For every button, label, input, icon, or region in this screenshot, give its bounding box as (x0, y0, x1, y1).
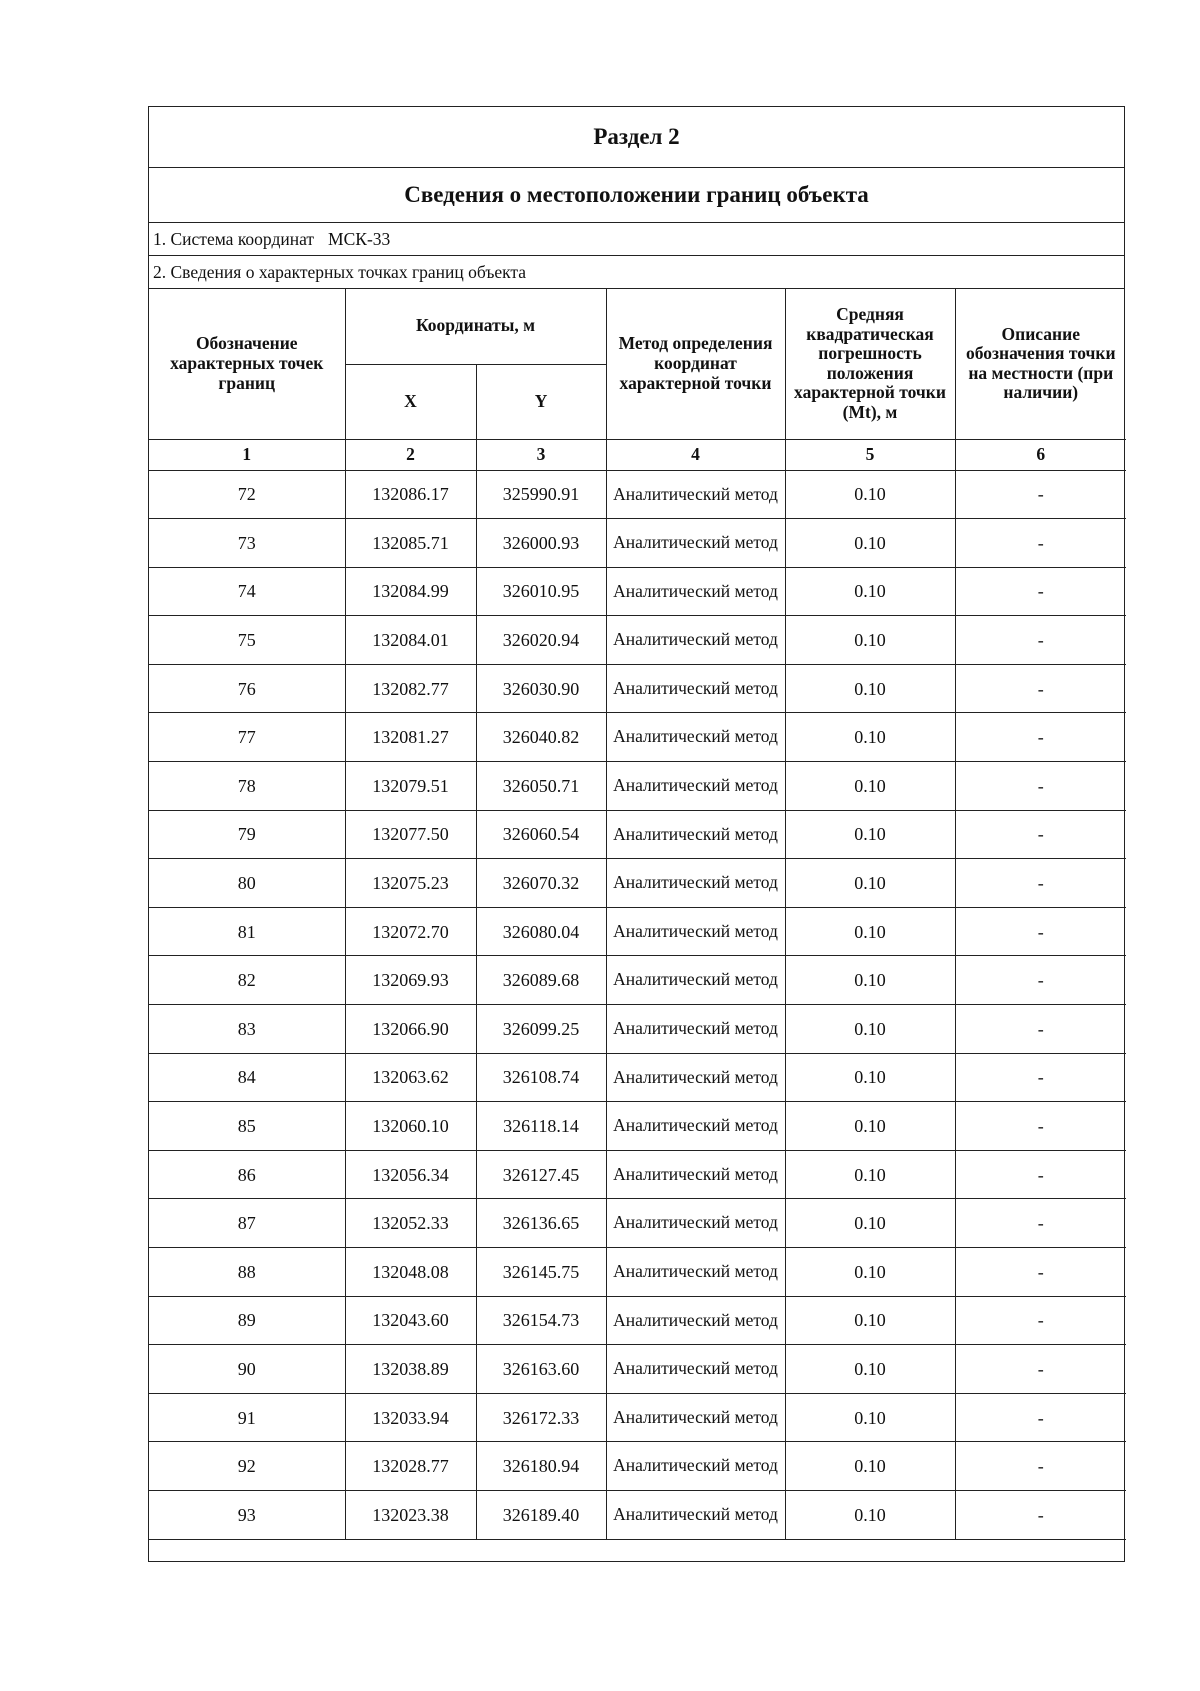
cell-x-coordinate: 132056.34 (345, 1150, 476, 1199)
table-row (149, 664, 1126, 713)
cell-method: Аналитический метод (606, 1053, 785, 1102)
cell-method: Аналитический метод (606, 616, 785, 665)
header-x: X (345, 364, 476, 439)
cell-description: - (955, 1005, 1126, 1054)
cell-mean-error: 0.10 (785, 1053, 955, 1102)
cell-point-number: 80 (149, 859, 345, 908)
cell-method: Аналитический метод (606, 762, 785, 811)
cell-y-coordinate: 326099.25 (476, 1005, 606, 1054)
cell-description: - (955, 810, 1126, 859)
cell-mean-error: 0.10 (785, 1490, 955, 1539)
cell-mean-error: 0.10 (785, 519, 955, 568)
header-description: Описание обозначения точки на местности (при наличии) (955, 289, 1126, 439)
header-y: Y (476, 364, 606, 439)
column-number: 4 (606, 439, 785, 470)
cell-point-number: 73 (149, 519, 345, 568)
cell-method: Аналитический метод (606, 1345, 785, 1394)
cell-point-number: 81 (149, 907, 345, 956)
cell-y-coordinate: 326172.33 (476, 1393, 606, 1442)
column-number: 2 (345, 439, 476, 470)
cell-mean-error: 0.10 (785, 956, 955, 1005)
cell-x-coordinate: 132084.01 (345, 616, 476, 665)
cell-x-coordinate: 132052.33 (345, 1199, 476, 1248)
table-row (149, 1442, 1126, 1491)
cell-point-number: 90 (149, 1345, 345, 1394)
cell-method: Аналитический метод (606, 1248, 785, 1297)
column-number: 5 (785, 439, 955, 470)
cell-mean-error: 0.10 (785, 470, 955, 519)
cell-x-coordinate: 132048.08 (345, 1248, 476, 1297)
column-number-row (149, 439, 1126, 470)
cell-point-number: 76 (149, 664, 345, 713)
cell-description: - (955, 1393, 1126, 1442)
table-row (149, 519, 1126, 568)
cell-mean-error: 0.10 (785, 1442, 955, 1491)
table-trailer (149, 1540, 1124, 1561)
cell-point-number: 85 (149, 1102, 345, 1151)
table-row (149, 1248, 1126, 1297)
cell-x-coordinate: 132077.50 (345, 810, 476, 859)
cell-y-coordinate: 326154.73 (476, 1296, 606, 1345)
cell-mean-error: 0.10 (785, 859, 955, 908)
cell-mean-error: 0.10 (785, 664, 955, 713)
coord-system-label: 1. Система координат (153, 228, 315, 249)
cell-method: Аналитический метод (606, 470, 785, 519)
cell-point-number: 87 (149, 1199, 345, 1248)
table-row (149, 567, 1126, 616)
section-subtitle: Сведения о местоположении границ объекта (149, 168, 1124, 223)
cell-y-coordinate: 326108.74 (476, 1053, 606, 1102)
cell-point-number: 84 (149, 1053, 345, 1102)
section-title: Раздел 2 (149, 107, 1124, 168)
cell-mean-error: 0.10 (785, 1199, 955, 1248)
cell-y-coordinate: 326000.93 (476, 519, 606, 568)
cell-point-number: 79 (149, 810, 345, 859)
cell-x-coordinate: 132086.17 (345, 470, 476, 519)
cell-y-coordinate: 326030.90 (476, 664, 606, 713)
table-row (149, 762, 1126, 811)
cell-point-number: 83 (149, 1005, 345, 1054)
cell-description: - (955, 1053, 1126, 1102)
cell-mean-error: 0.10 (785, 713, 955, 762)
cell-y-coordinate: 326060.54 (476, 810, 606, 859)
cell-point-number: 74 (149, 567, 345, 616)
table-row (149, 1490, 1126, 1539)
cell-x-coordinate: 132069.93 (345, 956, 476, 1005)
table-row (149, 616, 1126, 665)
header-point-designation: Обозначение характерных точек границ (149, 289, 345, 439)
cell-y-coordinate: 326020.94 (476, 616, 606, 665)
cell-mean-error: 0.10 (785, 1345, 955, 1394)
cell-method: Аналитический метод (606, 1490, 785, 1539)
cell-y-coordinate: 326136.65 (476, 1199, 606, 1248)
table-row (149, 713, 1126, 762)
cell-description: - (955, 1199, 1126, 1248)
cell-method: Аналитический метод (606, 664, 785, 713)
header-method: Метод определения координат характерной точки (606, 289, 785, 439)
cell-y-coordinate: 326070.32 (476, 859, 606, 908)
cell-mean-error: 0.10 (785, 1102, 955, 1151)
cell-description: - (955, 762, 1126, 811)
cell-method: Аналитический метод (606, 1005, 785, 1054)
document-sheet (148, 106, 1125, 1562)
table-row (149, 810, 1126, 859)
cell-y-coordinate: 326127.45 (476, 1150, 606, 1199)
column-number: 6 (955, 439, 1126, 470)
cell-point-number: 86 (149, 1150, 345, 1199)
cell-description: - (955, 859, 1126, 908)
cell-y-coordinate: 326010.95 (476, 567, 606, 616)
cell-y-coordinate: 326180.94 (476, 1442, 606, 1491)
cell-description: - (955, 519, 1126, 568)
cell-description: - (955, 956, 1126, 1005)
table-row (149, 859, 1126, 908)
cell-description: - (955, 907, 1126, 956)
cell-mean-error: 0.10 (785, 1393, 955, 1442)
cell-mean-error: 0.10 (785, 762, 955, 811)
cell-x-coordinate: 132028.77 (345, 1442, 476, 1491)
cell-description: - (955, 1490, 1126, 1539)
cell-method: Аналитический метод (606, 1393, 785, 1442)
cell-point-number: 78 (149, 762, 345, 811)
coord-system-value: МСК-33 (328, 228, 391, 249)
cell-method: Аналитический метод (606, 1442, 785, 1491)
cell-x-coordinate: 132082.77 (345, 664, 476, 713)
cell-description: - (955, 1102, 1126, 1151)
cell-mean-error: 0.10 (785, 1150, 955, 1199)
table-row (149, 1393, 1126, 1442)
table-row (149, 1005, 1126, 1054)
cell-point-number: 82 (149, 956, 345, 1005)
cell-description: - (955, 664, 1126, 713)
cell-y-coordinate: 325990.91 (476, 470, 606, 519)
cell-x-coordinate: 132023.38 (345, 1490, 476, 1539)
cell-method: Аналитический метод (606, 859, 785, 908)
cell-x-coordinate: 132033.94 (345, 1393, 476, 1442)
cell-mean-error: 0.10 (785, 907, 955, 956)
cell-description: - (955, 1150, 1126, 1199)
column-number: 3 (476, 439, 606, 470)
cell-method: Аналитический метод (606, 567, 785, 616)
boundary-points-table (149, 289, 1126, 1540)
cell-x-coordinate: 132060.10 (345, 1102, 476, 1151)
cell-mean-error: 0.10 (785, 567, 955, 616)
cell-y-coordinate: 326118.14 (476, 1102, 606, 1151)
cell-point-number: 75 (149, 616, 345, 665)
cell-method: Аналитический метод (606, 1150, 785, 1199)
cell-method: Аналитический метод (606, 1296, 785, 1345)
cell-mean-error: 0.10 (785, 1248, 955, 1297)
cell-x-coordinate: 132043.60 (345, 1296, 476, 1345)
cell-method: Аналитический метод (606, 956, 785, 1005)
cell-point-number: 72 (149, 470, 345, 519)
points-caption: 2. Сведения о характерных точках границ объекта (149, 256, 1124, 289)
table-row (149, 1345, 1126, 1394)
cell-method: Аналитический метод (606, 713, 785, 762)
cell-mean-error: 0.10 (785, 1005, 955, 1054)
cell-description: - (955, 616, 1126, 665)
cell-method: Аналитический метод (606, 1102, 785, 1151)
cell-point-number: 92 (149, 1442, 345, 1491)
cell-x-coordinate: 132038.89 (345, 1345, 476, 1394)
cell-description: - (955, 1248, 1126, 1297)
cell-x-coordinate: 132079.51 (345, 762, 476, 811)
cell-description: - (955, 470, 1126, 519)
header-mean-error: Средняя квадратическая погрешность положения характерной точки (Mt), м (785, 289, 955, 439)
cell-point-number: 88 (149, 1248, 345, 1297)
cell-y-coordinate: 326080.04 (476, 907, 606, 956)
table-row (149, 470, 1126, 519)
cell-mean-error: 0.10 (785, 616, 955, 665)
cell-point-number: 93 (149, 1490, 345, 1539)
cell-description: - (955, 1442, 1126, 1491)
cell-point-number: 91 (149, 1393, 345, 1442)
cell-mean-error: 0.10 (785, 1296, 955, 1345)
cell-method: Аналитический метод (606, 810, 785, 859)
cell-description: - (955, 1345, 1126, 1394)
cell-x-coordinate: 132075.23 (345, 859, 476, 908)
table-row (149, 1199, 1126, 1248)
cell-method: Аналитический метод (606, 907, 785, 956)
cell-y-coordinate: 326040.82 (476, 713, 606, 762)
cell-point-number: 77 (149, 713, 345, 762)
table-body (149, 470, 1126, 1539)
cell-y-coordinate: 326163.60 (476, 1345, 606, 1394)
cell-x-coordinate: 132081.27 (345, 713, 476, 762)
table-row (149, 1150, 1126, 1199)
cell-x-coordinate: 132072.70 (345, 907, 476, 956)
cell-description: - (955, 713, 1126, 762)
column-number: 1 (149, 439, 345, 470)
table-row (149, 1296, 1126, 1345)
cell-y-coordinate: 326050.71 (476, 762, 606, 811)
cell-mean-error: 0.10 (785, 810, 955, 859)
header-coordinates: Координаты, м (345, 289, 606, 364)
table-row (149, 1102, 1126, 1151)
cell-x-coordinate: 132085.71 (345, 519, 476, 568)
table-row (149, 1053, 1126, 1102)
cell-y-coordinate: 326189.40 (476, 1490, 606, 1539)
cell-x-coordinate: 132063.62 (345, 1053, 476, 1102)
cell-description: - (955, 1296, 1126, 1345)
cell-x-coordinate: 132084.99 (345, 567, 476, 616)
cell-y-coordinate: 326089.68 (476, 956, 606, 1005)
cell-description: - (955, 567, 1126, 616)
cell-method: Аналитический метод (606, 519, 785, 568)
cell-point-number: 89 (149, 1296, 345, 1345)
table-row (149, 907, 1126, 956)
table-header (149, 289, 1126, 470)
cell-method: Аналитический метод (606, 1199, 785, 1248)
cell-x-coordinate: 132066.90 (345, 1005, 476, 1054)
coord-system-line (149, 223, 1124, 256)
table-row (149, 956, 1126, 1005)
cell-y-coordinate: 326145.75 (476, 1248, 606, 1297)
